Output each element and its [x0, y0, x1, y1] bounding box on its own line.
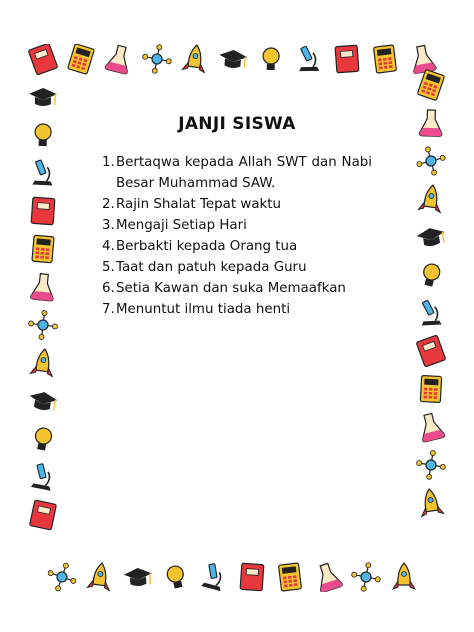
list-item-number: 4. — [102, 239, 115, 254]
list-item-number: 3. — [102, 218, 115, 233]
book-icon — [28, 44, 58, 75]
calculator-icon — [278, 563, 301, 591]
light-bulb-icon — [33, 427, 53, 451]
list-item-number: 7. — [102, 302, 115, 317]
light-bulb-icon — [166, 564, 187, 589]
microscope-icon — [420, 299, 441, 325]
atom-icon — [414, 448, 446, 481]
calculator-icon — [417, 69, 444, 100]
list-item-text: Menuntut ilmu tiada henti — [116, 302, 291, 317]
book-icon — [335, 45, 359, 72]
atom-icon — [44, 559, 81, 592]
graduation-cap-icon — [124, 567, 153, 586]
calculator-icon — [32, 235, 54, 263]
rocket-icon — [393, 563, 415, 589]
book-icon — [416, 335, 446, 367]
book-icon — [240, 563, 264, 590]
light-bulb-icon — [263, 48, 280, 71]
flask-icon — [417, 412, 445, 443]
list-item — [102, 215, 372, 236]
list-item — [102, 236, 372, 257]
list-item-text: Bertaqwa kepada Allah SWT dan Nabi Besar Muhammad SAW. — [116, 155, 372, 191]
list-item-number: 2. — [102, 197, 115, 212]
list-item — [102, 194, 372, 215]
flask-icon — [105, 44, 133, 74]
atom-icon — [413, 143, 446, 179]
rocket-icon — [418, 488, 443, 517]
list-item-number: 5. — [102, 260, 115, 275]
pledge-list — [102, 152, 372, 320]
flask-icon — [410, 44, 437, 73]
list-item-text: Berbakti kepada Orang tua — [116, 239, 298, 254]
list-item-text: Taat dan patuh kepada Guru — [116, 260, 307, 275]
graduation-cap-icon — [28, 390, 58, 412]
graduation-cap-icon — [416, 226, 446, 248]
calculator-icon — [373, 45, 396, 73]
rocket-icon — [87, 562, 112, 591]
book-icon — [31, 197, 55, 224]
flask-icon — [31, 273, 56, 301]
list-item — [102, 152, 372, 194]
pledge-content — [102, 114, 372, 320]
list-item-text: Setia Kawan dan suka Memaafkan — [116, 281, 346, 296]
list-item-text: Rajin Shalat Tepat waktu — [116, 197, 282, 212]
calculator-icon — [420, 375, 441, 402]
microscope-icon — [201, 562, 227, 591]
book-icon — [30, 500, 57, 530]
microscope-icon — [31, 462, 55, 490]
rocket-icon — [30, 348, 55, 377]
list-item-number: 1. — [102, 155, 115, 170]
page-title: JANJI SISWA — [178, 114, 296, 134]
list-item-number: 6. — [102, 281, 115, 296]
rocket-icon — [418, 184, 443, 213]
light-bulb-icon — [35, 124, 52, 147]
atom-icon — [28, 309, 59, 341]
atom-icon — [349, 560, 383, 592]
microscope-icon — [299, 46, 319, 71]
flask-icon — [313, 561, 342, 592]
graduation-cap-icon — [29, 88, 57, 106]
list-item — [102, 299, 372, 320]
calculator-icon — [68, 44, 95, 74]
flask-icon — [419, 110, 442, 137]
rocket-icon — [182, 44, 207, 72]
list-item — [102, 257, 372, 278]
light-bulb-icon — [421, 262, 442, 287]
microscope-icon — [32, 159, 53, 185]
list-item-text: Mengaji Setiap Hari — [116, 218, 247, 233]
graduation-cap-icon — [218, 49, 247, 69]
list-item — [102, 278, 372, 299]
atom-icon — [140, 44, 174, 76]
